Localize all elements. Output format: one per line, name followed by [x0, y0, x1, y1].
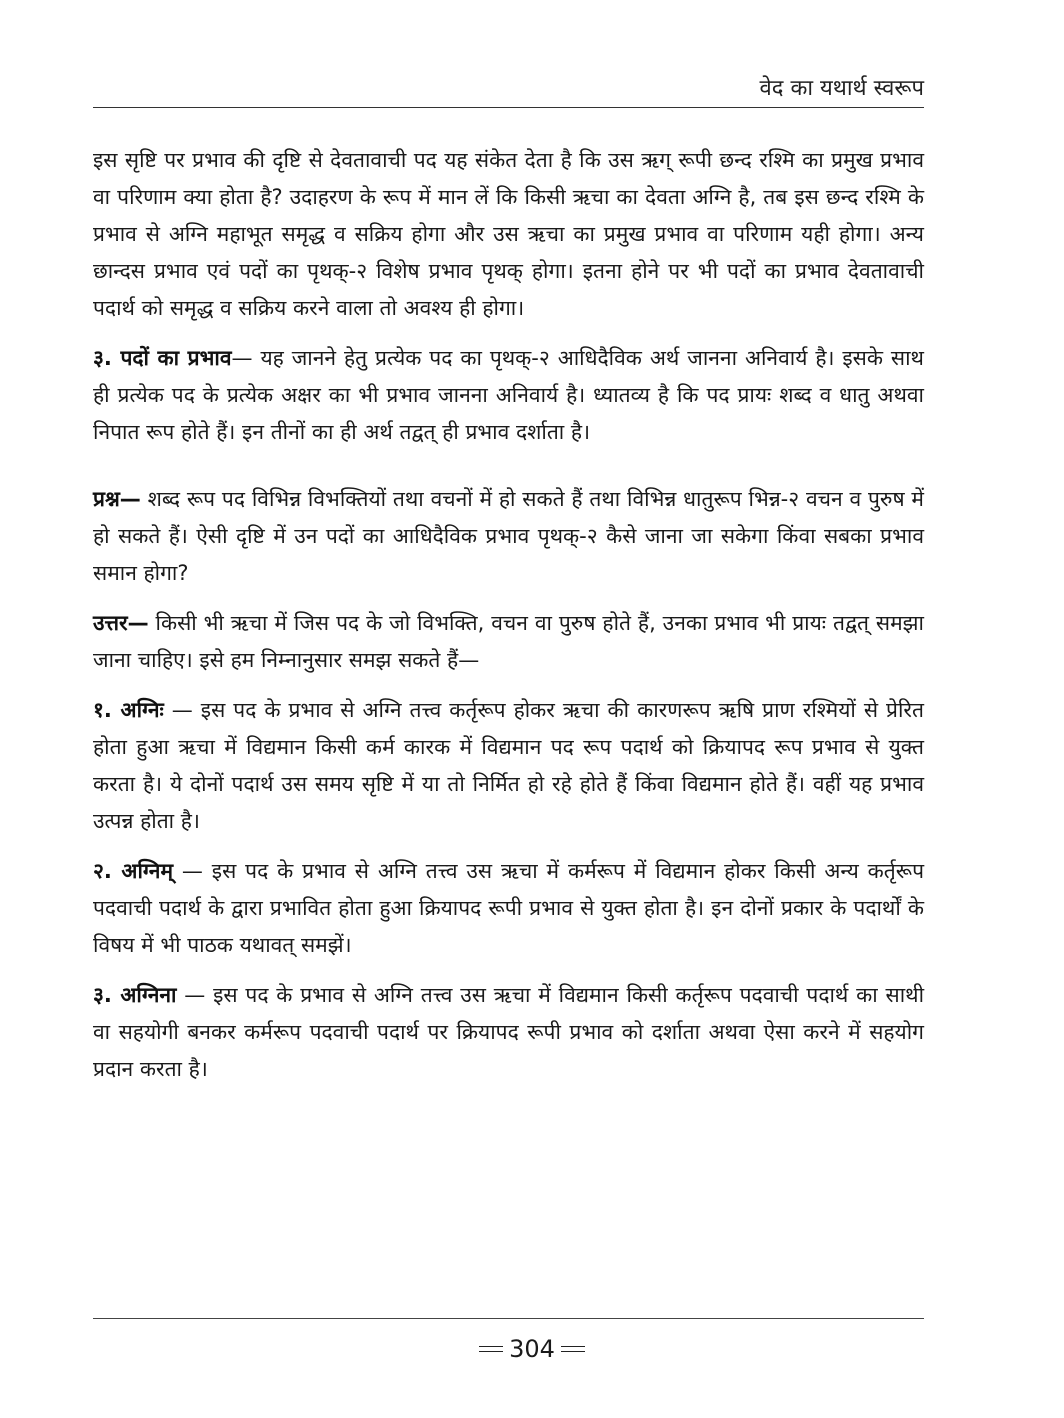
page-number-block: [0, 1334, 1064, 1363]
footer-rule: [93, 1318, 924, 1319]
paragraph-2-heading: ३. पदों का प्रभाव: [93, 346, 232, 370]
paragraph-5: [93, 692, 924, 840]
page-number: 304: [509, 1335, 555, 1363]
page-number-left-ornament: [479, 1342, 503, 1356]
paragraph-3: [93, 481, 924, 592]
paragraph-7: [93, 977, 924, 1088]
paragraph-1: [93, 142, 924, 327]
paragraph-7-heading: ३. अग्निना: [93, 983, 177, 1007]
paragraph-6: [93, 853, 924, 964]
paragraph-3-text: शब्द रूप पद विभिन्न विभक्तियों तथा वचनों में हो सकते हैं तथा विभिन्न धातुरूप भिन्न-२ वचन व पुरुष में हो सकते हैं। ऐसी दृष्टि में उन पदों का आधिदैविक प्रभाव पृथक्-२ कैसे जाना जा सकेगा किंवा सबका प्रभाव समान होगा?: [93, 487, 924, 585]
paragraph-2-text: — यह जानने हेतु प्रत्येक पद का पृथक्-२ आधिदैविक अर्थ जानना अनिवार्य है। इसके साथ ही प्रत्येक पद के प्रत्येक अक्षर का भी प्रभाव जानना अनिवार्य है। ध्यातव्य है कि पद प्रायः शब्द व धातु अथवा निपात रूप होते हैं। इन तीनों का ही अर्थ तद्वत् ही प्रभाव दर्शाता है।: [93, 346, 924, 444]
paragraph-2: [93, 340, 924, 451]
header-rule: [93, 107, 924, 108]
paragraph-6-heading: २. अग्निम्: [93, 859, 174, 883]
paragraph-5-text: — इस पद के प्रभाव से अग्नि तत्त्व कर्तृरूप होकर ऋचा की कारणरूप ऋषि प्राण रश्मियों से प्रेरित होता हुआ ऋचा में विद्यमान किसी कर्म कारक में विद्यमान पद रूप पदार्थ को क्रियापद रूप प्रभाव से युक्त करता है। ये दोनों पदार्थ उस समय सृष्टि में या तो निर्मित हो रहे होते हैं किंवा विद्यमान होते हैं। वहीं यह प्रभाव उत्पन्न होता है।: [93, 698, 924, 833]
paragraph-3-heading: प्रश्न—: [93, 487, 141, 511]
page-body: [93, 142, 924, 1101]
paragraph-4: [93, 605, 924, 679]
paragraph-4-text: किसी भी ऋचा में जिस पद के जो विभक्ति, वचन वा पुरुष होते हैं, उनका प्रभाव भी प्रायः तद्वत् समझा जाना चाहिए। इसे हम निम्नानुसार समझ सकते हैं—: [93, 611, 924, 672]
running-header: वेद का यथार्थ स्वरूप: [759, 76, 924, 101]
paragraph-1-text: इस सृष्टि पर प्रभाव की दृष्टि से देवतावाची पद यह संकेत देता है कि उस ऋग् रूपी छन्द रश्मि का प्रमुख प्रभाव वा परिणाम क्या होता है? उदाहरण के रूप में मान लें कि किसी ऋचा का देवता अग्नि है, तब इस छन्द रश्मि के प्रभाव से अग्नि महाभूत समृद्ध व सक्रिय होगा और उस ऋचा का प्रमुख प्रभाव वा परिणाम यही होगा। अन्य छान्दस प्रभाव एवं पदों का पृथक्-२ विशेष प्रभाव पृथक् होगा। इतना होने पर भी पदों का प्रभाव देवतावाची पदार्थ को समृद्ध व सक्रिय करने वाला तो अवश्य ही होगा।: [93, 148, 924, 320]
page-number-right-ornament: [561, 1342, 585, 1356]
paragraph-6-text: — इस पद के प्रभाव से अग्नि तत्त्व उस ऋचा में कर्मरूप में विद्यमान होकर किसी अन्य कर्तृरूप पदवाची पदार्थ के द्वारा प्रभावित होता हुआ क्रियापद रूपी प्रभाव से युक्त होता है। इन दोनों प्रकार के पदार्थों के विषय में भी पाठक यथावत् समझें।: [93, 859, 924, 957]
paragraph-7-text: — इस पद के प्रभाव से अग्नि तत्त्व उस ऋचा में विद्यमान किसी कर्तृरूप पदवाची पदार्थ का साथी वा सहयोगी बनकर कर्मरूप पदवाची पदार्थ पर क्रियापद रूपी प्रभाव को दर्शाता अथवा ऐसा करने में सहयोग प्रदान करता है।: [93, 983, 925, 1081]
paragraph-4-heading: उत्तर—: [93, 611, 149, 635]
paragraph-5-heading: १. अग्निः: [93, 698, 164, 722]
